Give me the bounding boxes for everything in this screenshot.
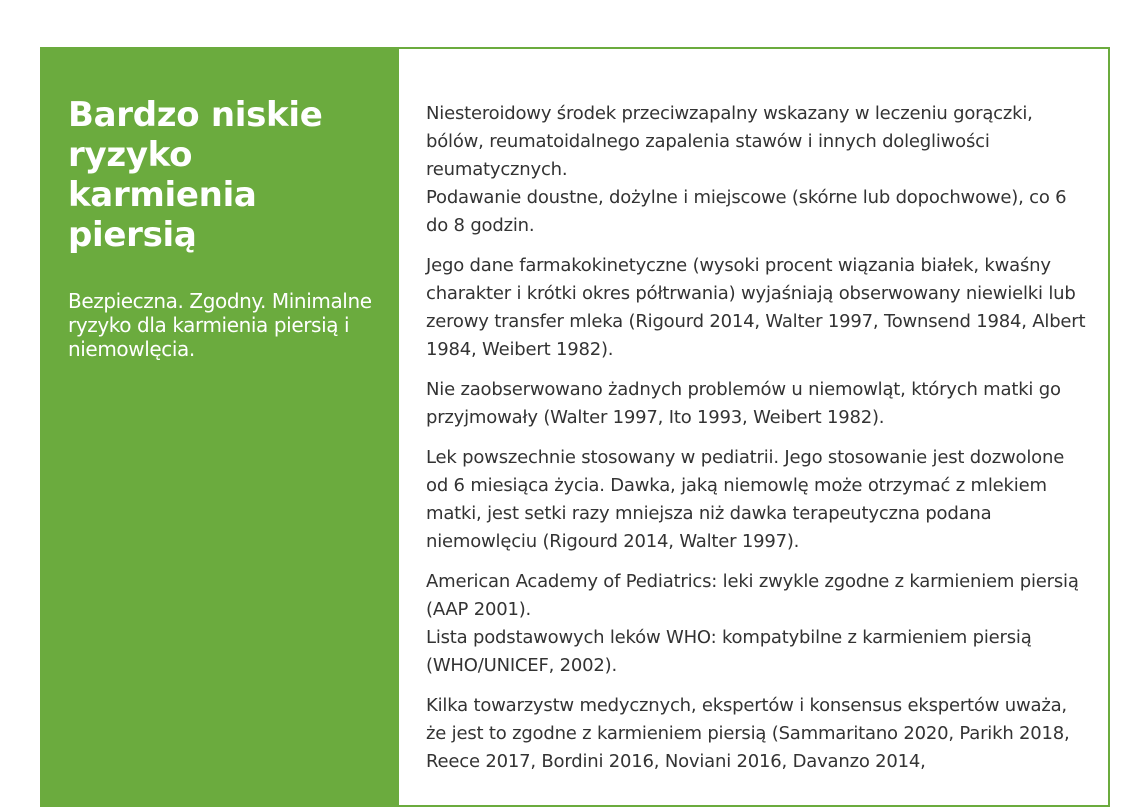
paragraph-line: Lista podstawowych leków WHO: kompatybilne z karmieniem piersią (WHO/UNICEF, 2002). <box>426 627 1032 676</box>
paragraph-line: Podawanie doustne, dożylne i miejscowe (skórne lub dopochwowe), co 6 do 8 godzin. <box>426 187 1067 236</box>
paragraph-line: American Academy of Pediatrics: leki zwykle zgodne z karmieniem piersią (AAP 2001). <box>426 571 1079 620</box>
paragraph-line: Nie zaobserwowano żadnych problemów u niemowląt, których matki go przyjmowały (Walter 1997, Ito 1993, Weibert 1982). <box>426 379 1061 428</box>
paragraph-infant-effects <box>426 376 1088 432</box>
risk-panel <box>42 49 399 805</box>
paragraph-pediatric-use <box>426 444 1088 556</box>
paragraph-line: Kilka towarzystw medycznych, ekspertów i konsensus ekspertów uważa, że jest to zgodne z karmieniem piersią (Sammaritano 2020, Parikh 2018, Reece 2017, Bordini 2016, Noviani 2016, Davanzo 2014, <box>426 695 1070 772</box>
paragraph-indication <box>426 100 1088 240</box>
risk-card <box>40 47 1110 807</box>
paragraph-societies <box>426 692 1088 776</box>
risk-summary: Bezpieczna. Zgodny. Minimalne ryzyko dla karmienia piersią i niemowlęcia. <box>68 289 372 361</box>
paragraph-line: Niesteroidowy środek przeciwzapalny wskazany w leczeniu gorączki, bólów, reumatoidalnego zapalenia stawów i innych dolegliwości reumatycznych. <box>426 103 1033 180</box>
paragraph-line: Lek powszechnie stosowany w pediatrii. Jego stosowanie jest dozwolone od 6 miesiąca życia. Dawka, jaką niemowlę może otrzymać z mlekiem matki, jest setki razy mniejsza niż dawka terapeutyczna podana niemowlęciu (Rigourd 2014, Walter 1997). <box>426 447 1065 552</box>
drug-description <box>399 49 1108 805</box>
paragraph-pharmacokinetics <box>426 252 1088 364</box>
paragraph-line: Jego dane farmakokinetyczne (wysoki procent wiązania białek, kwaśny charakter i krótki okres półtrwania) wyjaśniają obserwowany niewielki lub zerowy transfer mleka (Rigourd 2014, Walter 1997, Townsend 1984, Albert 1984, Weibert 1982). <box>426 255 1086 360</box>
paragraph-recommendations <box>426 568 1088 680</box>
risk-level-title: Bardzo niskie ryzyko karmienia piersią <box>68 95 323 255</box>
